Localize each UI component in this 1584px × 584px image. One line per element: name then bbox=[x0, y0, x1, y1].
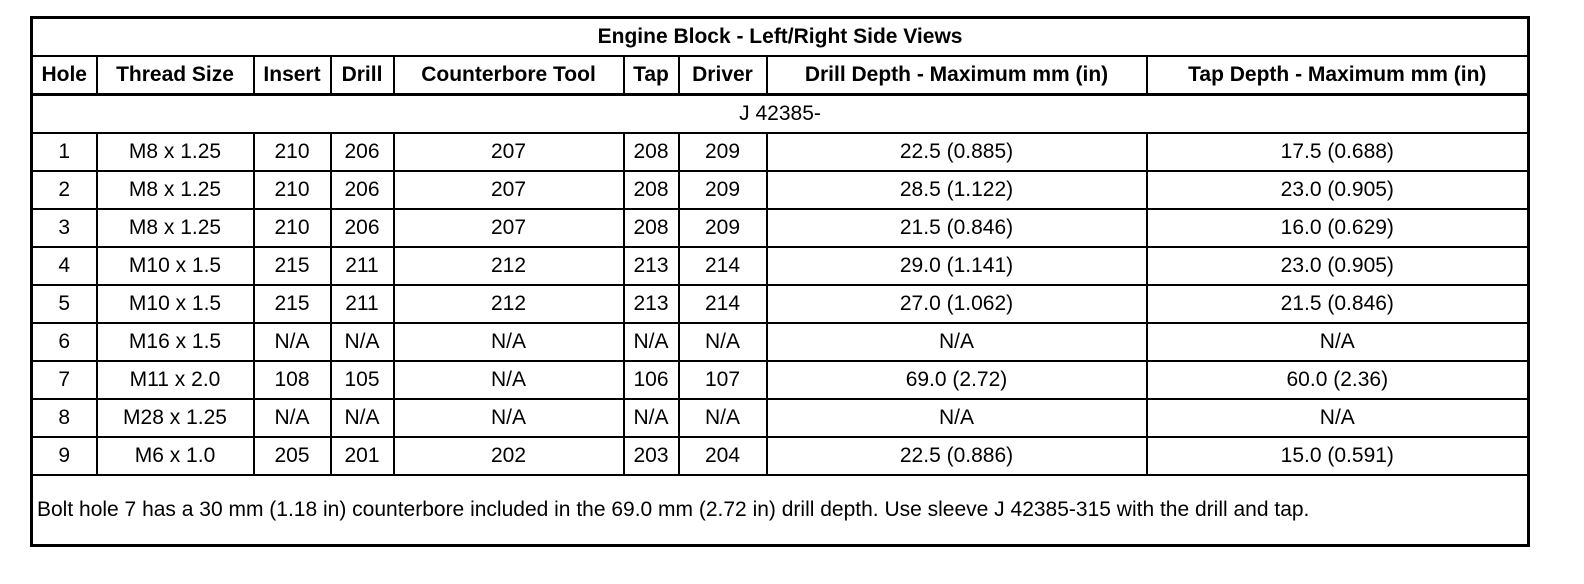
cell-tap-depth: 23.0 (0.905) bbox=[1147, 247, 1529, 285]
cell-counterbore-tool: 207 bbox=[394, 133, 624, 171]
table-footnote: Bolt hole 7 has a 30 mm (1.18 in) counterbore included in the 69.0 mm (2.72 in) drill depth. Use sleeve J 42385-315 with the drill and tap. bbox=[32, 475, 1529, 546]
title-row bbox=[32, 18, 1529, 57]
table-row bbox=[32, 399, 1529, 437]
cell-counterbore-tool: N/A bbox=[394, 361, 624, 399]
column-header-tap: Tap bbox=[624, 56, 679, 95]
cell-hole: 4 bbox=[32, 247, 97, 285]
cell-drill-depth: 69.0 (2.72) bbox=[767, 361, 1147, 399]
cell-tap-depth: 17.5 (0.688) bbox=[1147, 133, 1529, 171]
column-header-insert: Insert bbox=[254, 56, 331, 95]
cell-counterbore-tool: 207 bbox=[394, 209, 624, 247]
cell-drill: 105 bbox=[331, 361, 394, 399]
column-header-counterbore-tool: Counterbore Tool bbox=[394, 56, 624, 95]
cell-drill-depth: 28.5 (1.122) bbox=[767, 171, 1147, 209]
cell-driver: 214 bbox=[679, 247, 767, 285]
cell-hole: 8 bbox=[32, 399, 97, 437]
cell-counterbore-tool: 202 bbox=[394, 437, 624, 475]
cell-counterbore-tool: 212 bbox=[394, 247, 624, 285]
table-row bbox=[32, 323, 1529, 361]
cell-thread-size: M10 x 1.5 bbox=[97, 285, 254, 323]
cell-driver: 209 bbox=[679, 133, 767, 171]
cell-drill-depth: 22.5 (0.885) bbox=[767, 133, 1147, 171]
cell-driver: N/A bbox=[679, 323, 767, 361]
cell-counterbore-tool: 212 bbox=[394, 285, 624, 323]
cell-tap-depth: 60.0 (2.36) bbox=[1147, 361, 1529, 399]
cell-insert: N/A bbox=[254, 323, 331, 361]
cell-drill-depth: N/A bbox=[767, 399, 1147, 437]
cell-tap-depth: 16.0 (0.629) bbox=[1147, 209, 1529, 247]
cell-drill-depth: 29.0 (1.141) bbox=[767, 247, 1147, 285]
cell-hole: 3 bbox=[32, 209, 97, 247]
table-body bbox=[32, 95, 1529, 546]
cell-tap: 208 bbox=[624, 171, 679, 209]
table-row bbox=[32, 209, 1529, 247]
column-header-drill-depth: Drill Depth - Maximum mm (in) bbox=[767, 56, 1147, 95]
cell-drill-depth: 22.5 (0.886) bbox=[767, 437, 1147, 475]
cell-hole: 7 bbox=[32, 361, 97, 399]
cell-insert: N/A bbox=[254, 399, 331, 437]
cell-driver: 209 bbox=[679, 171, 767, 209]
cell-drill-depth: N/A bbox=[767, 323, 1147, 361]
cell-drill-depth: 27.0 (1.062) bbox=[767, 285, 1147, 323]
cell-thread-size: M6 x 1.0 bbox=[97, 437, 254, 475]
cell-tap: 213 bbox=[624, 247, 679, 285]
tool-number-prefix: J 42385- bbox=[32, 95, 1529, 134]
cell-counterbore-tool: 207 bbox=[394, 171, 624, 209]
cell-drill: N/A bbox=[331, 323, 394, 361]
cell-thread-size: M8 x 1.25 bbox=[97, 171, 254, 209]
cell-thread-size: M28 x 1.25 bbox=[97, 399, 254, 437]
cell-drill: 206 bbox=[331, 171, 394, 209]
cell-thread-size: M8 x 1.25 bbox=[97, 133, 254, 171]
cell-hole: 9 bbox=[32, 437, 97, 475]
cell-driver: 204 bbox=[679, 437, 767, 475]
cell-counterbore-tool: N/A bbox=[394, 323, 624, 361]
column-header-tap-depth: Tap Depth - Maximum mm (in) bbox=[1147, 56, 1529, 95]
cell-insert: 215 bbox=[254, 285, 331, 323]
tool-prefix-row bbox=[32, 95, 1529, 134]
cell-tap-depth: 15.0 (0.591) bbox=[1147, 437, 1529, 475]
cell-insert: 215 bbox=[254, 247, 331, 285]
cell-tap: 208 bbox=[624, 209, 679, 247]
cell-drill: 211 bbox=[331, 247, 394, 285]
cell-tap-depth: 23.0 (0.905) bbox=[1147, 171, 1529, 209]
cell-insert: 205 bbox=[254, 437, 331, 475]
cell-tap: N/A bbox=[624, 323, 679, 361]
cell-thread-size: M11 x 2.0 bbox=[97, 361, 254, 399]
table-row bbox=[32, 133, 1529, 171]
engine-block-spec-table bbox=[30, 16, 1530, 547]
table-row bbox=[32, 361, 1529, 399]
cell-driver: 107 bbox=[679, 361, 767, 399]
cell-tap-depth: N/A bbox=[1147, 323, 1529, 361]
cell-insert: 108 bbox=[254, 361, 331, 399]
table-row bbox=[32, 247, 1529, 285]
cell-drill: 201 bbox=[331, 437, 394, 475]
note-row bbox=[32, 475, 1529, 546]
cell-hole: 1 bbox=[32, 133, 97, 171]
cell-insert: 210 bbox=[254, 171, 331, 209]
cell-drill: 206 bbox=[331, 209, 394, 247]
cell-hole: 2 bbox=[32, 171, 97, 209]
cell-drill: N/A bbox=[331, 399, 394, 437]
table-title: Engine Block - Left/Right Side Views bbox=[32, 18, 1529, 57]
cell-drill: 211 bbox=[331, 285, 394, 323]
cell-tap: N/A bbox=[624, 399, 679, 437]
column-header-driver: Driver bbox=[679, 56, 767, 95]
cell-driver: 209 bbox=[679, 209, 767, 247]
cell-tap-depth: 21.5 (0.846) bbox=[1147, 285, 1529, 323]
table-head bbox=[32, 18, 1529, 95]
cell-driver: 214 bbox=[679, 285, 767, 323]
cell-counterbore-tool: N/A bbox=[394, 399, 624, 437]
cell-tap: 213 bbox=[624, 285, 679, 323]
cell-tap-depth: N/A bbox=[1147, 399, 1529, 437]
cell-insert: 210 bbox=[254, 209, 331, 247]
cell-thread-size: M10 x 1.5 bbox=[97, 247, 254, 285]
table-row bbox=[32, 285, 1529, 323]
column-header-hole: Hole bbox=[32, 56, 97, 95]
cell-insert: 210 bbox=[254, 133, 331, 171]
cell-driver: N/A bbox=[679, 399, 767, 437]
cell-hole: 5 bbox=[32, 285, 97, 323]
cell-thread-size: M8 x 1.25 bbox=[97, 209, 254, 247]
cell-tap: 208 bbox=[624, 133, 679, 171]
column-header-drill: Drill bbox=[331, 56, 394, 95]
table-row bbox=[32, 171, 1529, 209]
column-header-thread-size: Thread Size bbox=[97, 56, 254, 95]
cell-drill-depth: 21.5 (0.846) bbox=[767, 209, 1147, 247]
cell-tap: 203 bbox=[624, 437, 679, 475]
cell-hole: 6 bbox=[32, 323, 97, 361]
cell-thread-size: M16 x 1.5 bbox=[97, 323, 254, 361]
cell-drill: 206 bbox=[331, 133, 394, 171]
table-row bbox=[32, 437, 1529, 475]
cell-tap: 106 bbox=[624, 361, 679, 399]
header-row bbox=[32, 56, 1529, 95]
